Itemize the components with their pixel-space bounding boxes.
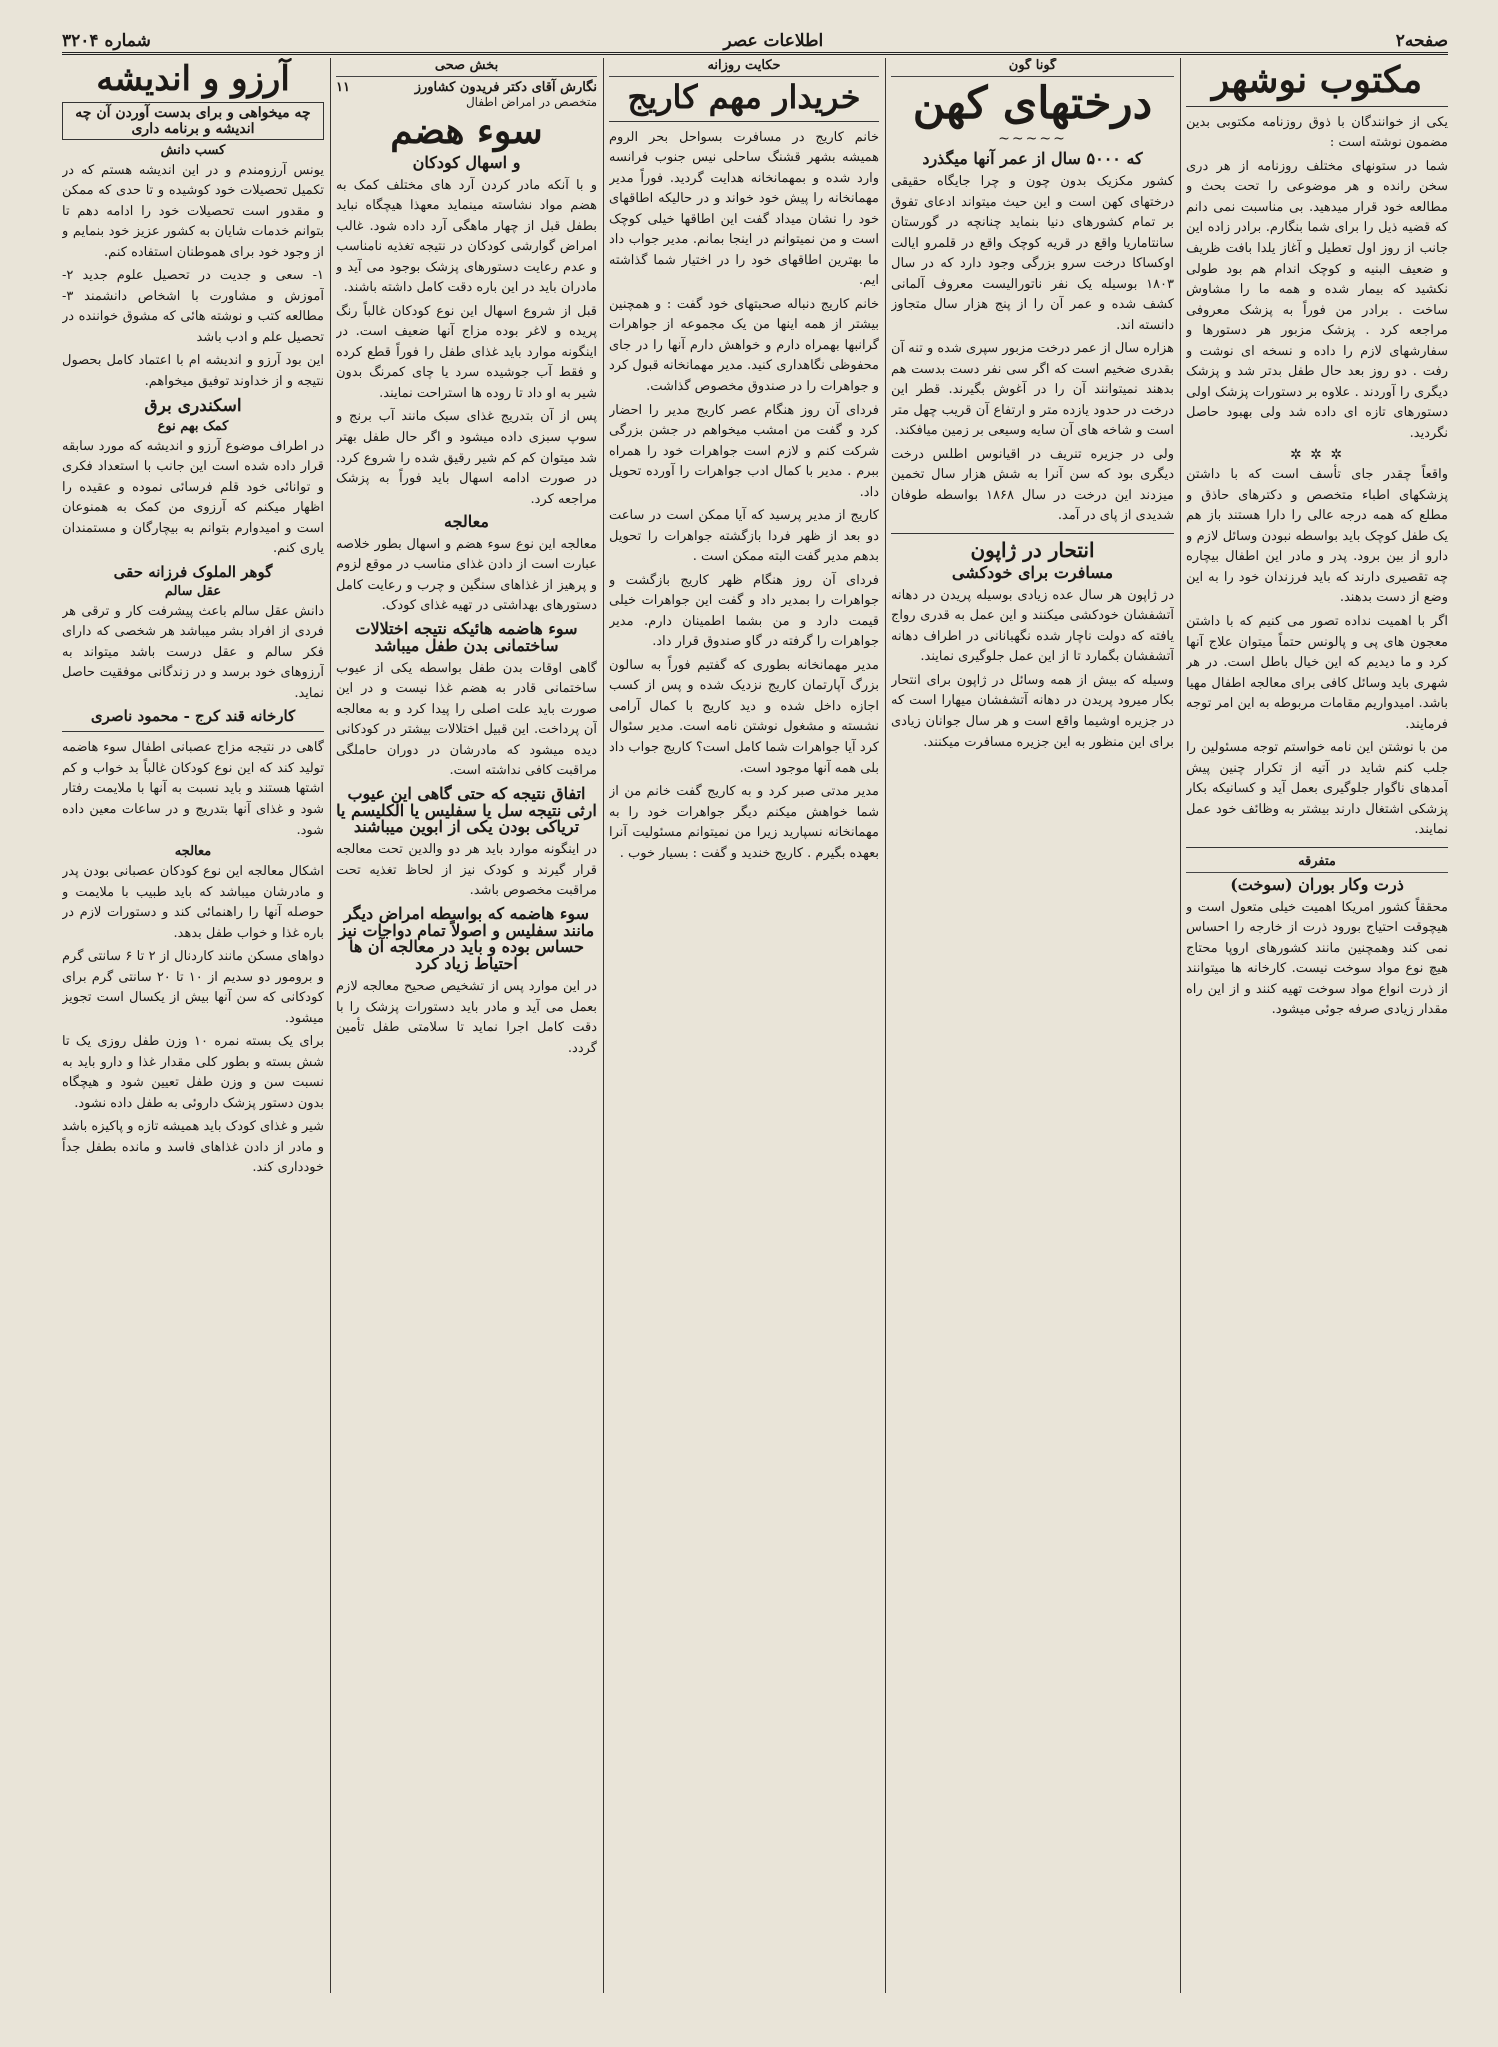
divider xyxy=(1186,106,1448,107)
article-paragraph: گاهی اوقات بدن طفل بواسطه یکی از عیوب ساختمانی قادر به هضم غذا نیست و در این صورت باید علت اصلی را پیدا کرد و به معالجه آن پرداخت. این قبیل اختلالات بیشتر در کودکانی دیده میشود که مادرشان در دوران حاملگی مراقبت کافی نداشته است. xyxy=(336,660,597,779)
article-paragraph: مدیر مدتی صبر کرد و به کاریج گفت خانم من از شما خواهش میکنم دیگر جواهرات خود را به مهمانخانه نسپارید زیرا من نمیتوانم مسئولیت آنرا بعهده بگیرم . کاریج خندید و گفت : بسیار خوب . xyxy=(609,784,879,861)
section-heading: سوء هاضمه که بواسطه امراض دیگر مانند سفلیس و اصولاً تمام دواجات نیز حساس بوده و باید در معالجه آن ها احتیاط زیاد کرد xyxy=(338,903,595,974)
article-paragraph: در این موارد پس از تشخیص صحیح معالجه لازم بعمل می آید و مادر باید دستورات پزشک را با دقت کامل اجرا نماید تا سلامتی طفل تأمین گردد. xyxy=(336,978,597,1056)
article-paragraph: خانم کاریج در مسافرت بسواحل بحر الروم همیشه بشهر قشنگ ساحلی نیس جنوب فرانسه وارد شده و بمهمانخانه هدایت گردید. فوراً مدیر مهمانخانه را پیش خود خواند و در حالیکه اطاقهای خود را نشان میداد گفت این اطاقها خیلی کوچک است و من نمیتوانم در اینجا بمانم. مدیر جواب داد ما بهترین اطاقهای خود را در اختیار شما گذاشته ایم. xyxy=(609,129,879,289)
section-heading: کسب دانش xyxy=(160,142,226,158)
section-heading: معالجه xyxy=(174,844,212,860)
column-5 xyxy=(62,58,324,1182)
article-paragraph: شیر و غذای کودک باید همیشه تازه و پاکیزه باشد و مادر از دادن غذاهای فاسد و مانده بطفل جداً خودداری کند. xyxy=(62,1119,324,1176)
article-paragraph: ولی در جزیره تنریف در اقیانوس اطلس درخت دیگری بود که سن آنرا به شش هزار سال تخمین میزدند این درخت در سال ۱۸۶۸ بواسطه طوفان شدیدی از پای در آمد. xyxy=(891,446,1174,524)
section-heading: عقل سالم xyxy=(164,583,222,599)
byline-row xyxy=(336,80,597,95)
divider xyxy=(62,731,324,732)
article-subtitle: و اسهال کودکان xyxy=(412,152,521,172)
article-paragraph: کشور مکزیک بدون چون و چرا جایگاه حقیقی درختهای کهن است و این حیث میتواند ادعای تفوق بر تمام کشورهای دنیا بنماید چنانچه در گورستان سانتاماریا واقع در قریه کوچک واقع در قلمرو ایالت اوکساکا درخت سرو بزرگی وجود دارد که در سال ۱۸۰۳ بوسیله یک نفر ناتورالیست معروف آلمانی کشف شده و عمر آن را از پنج هزار سال متجاوز دانسته اند. xyxy=(891,173,1174,333)
article-paragraph: یونس آرزومندم و در این اندیشه هستم که در تکمیل تحصیلات خود کوشیده و تا حدی که ممکن و مقدور است تحصیلات خود را ادامه دهم تا بتوانم خدمات شایان به کشور عزیز خود بنمایم و از وجود خود برای هموطنان استفاده کنم. xyxy=(62,162,324,260)
article-paragraph: شما در ستونهای مختلف روزنامه از هر دری سخن رانده و هر موضوعی را تحت بحث و مطالعه خود قرار میدهید. بی مناسبت نمی دانم که قضیه ذیل را برای شما بنگارم. برادر زاده این جانب از روز اول تعطیل و آغاز یلدا بافت ظریف و ضعیف البنیه و کوچک اندام هم بود طولی نکشید که بیمار شده و همه ما را مشاوش ساخت . برادر من فوراً به پزشک معروفی مراجعه کرد . پزشک مزبور هر دستورها و سفارشهای لازم را داده و نسخه ای نوشت و رفت . دو روز بعد حال طفل بدتر شد و پزشک دیگری را آوردند . علاوه بر دستورات پزشک اولی دستورهای تازه ای داده شد ولی بهبود حاصل نگردید. xyxy=(1186,158,1448,441)
article-paragraph: فردای آن روز هنگام عصر کاریج مدیر را احضار کرد و گفت من امشب میخواهم در جشن بزرگی شرکت کنم و لازم است جواهرات خود را همراه ببرم . مدیر با کمال ادب جواهرات را آورده تحویل داد. xyxy=(609,402,879,500)
article-paragraph: پس از آن بتدریج غذای سبک مانند آب برنج و سوپ سبزی داده میشود و اگر حال طفل بهتر شد میتوان کم کم شیر رقیق شده را شروع کرد. در صورت ادامه اسهال باید فوراً به پزشک مراجعه کرد. xyxy=(336,409,597,507)
article-paragraph: من با نوشتن این نامه خواستم توجه مسئولین را جلب کنم شاید در آتیه از تکرار چنین پیش آمدهای ناگوار جلوگیری بعمل آید و کسانیکه بکار پزشکی اشتغال دارند بیشتر به وظائف خود عمل نمایند. xyxy=(1186,740,1448,838)
column-rule xyxy=(330,58,331,1993)
article-paragraph: دانش عقل سالم باعث پیشرفت کار و ترقی هر فردی از افراد بشر میباشد هر شخصی که دارای فکر سالم و عقل درست باشد میتواند به آرزوهای خود برسد و در زندگانی موفقیت حاصل نماید. xyxy=(62,603,324,701)
ornament: ✲ ✲ ✲ xyxy=(1289,447,1345,464)
article-paragraph: قبل از شروع اسهال این نوع کودکان غالباً رنگ پریده و لاغر بوده مزاج آنها ضعیف است. در اینگونه موارد باید غذای طفل را فوراً قطع کرده و فقط آب جوشیده سرد یا چای کمرنگ بدون شیر به او داد تا روده ها استراحت نمایند. xyxy=(336,303,597,401)
article-paragraph: اشکال معالجه این نوع کودکان عصبانی بودن پدر و مادرشان میباشد که باید طبیب با ملایمت و حوصله آنها را راهنمائی کند و دستورات لازم در باره غذا و خواب طفل بدهد. xyxy=(62,864,324,941)
section-kicker: متفرقه xyxy=(1186,854,1448,873)
section-heading: اتفاق نتیجه که حتی گاهی این عیوب ارثی نتیجه سل یا سفلیس یا الکلیسم یا تریاکی بودن یکی از ابوین میباشند xyxy=(336,783,597,837)
article-subtitle: چه میخواهی و برای بدست آوردن آن چه اندیشه و برنامه داری xyxy=(62,102,324,140)
column-4 xyxy=(336,58,597,1062)
article-paragraph: اگر با اهمیت نداده تصور می کنیم که با داشتن معجون های پی و پالونس حتماً میتوان علاج آنها کرد و ما دیدیم که این خیال باطل است. در هر شهری باید وسائل کافی برای معالجه اطفال مهیا باشد. امیدواریم مقامات مربوطه به این امر توجه فرمایند. xyxy=(1186,614,1448,732)
byline-note: متخصص در امراض اطفال xyxy=(465,95,597,109)
author-name: کارخانه قند کرج - محمود ناصری xyxy=(90,707,296,726)
column-rule xyxy=(1180,58,1181,1993)
divider xyxy=(891,533,1174,534)
article-paragraph: معالجه این نوع سوء هضم و اسهال بطور خلاصه عبارت است از دادن غذای مناسب در موقع لزوم و پرهیز از غذاهای سنگین و چرب و رعایت کامل دستورهای بهداشتی در تهیه غذای کودک. xyxy=(336,536,597,614)
ornament: ~~~~~ xyxy=(998,131,1067,148)
section-heading: معالجه xyxy=(444,512,489,532)
page-number: صفحه۲ xyxy=(1395,31,1448,51)
article-paragraph: فردای آن روز هنگام ظهر کاریج بازگشت و جواهرات را بمدیر داد و گفت این جواهرات خیلی قیمت دارد و من بشما اطمینان دارم. مدیر جواهرات را گرفته در گاو صندوق قرار داد. xyxy=(609,572,879,650)
section-kicker: حکایت روزانه xyxy=(609,58,879,77)
byline: نگارش آقای دکتر فریدون کشاورز xyxy=(414,80,597,95)
column-rule xyxy=(603,58,604,1993)
part-number: ۱۱ xyxy=(336,80,350,95)
article-paragraph: کاریج از مدیر پرسید که آیا ممکن است در ساعت دو بعد از ظهر فردا بازگشته جواهرات را تحویل بدهم مدیر گفت البته ممکن است . xyxy=(609,508,879,565)
article-paragraph: هزاره سال از عمر درخت مزبور سپری شده و تنه آن بقدری ضخیم است که اگر سی نفر دست بدست هم بدهند نمیتوانند آن را در آغوش بگیرند. قطر این درخت در حدود یازده متر و ارتفاع آن قریب چهل متر است و شاخه های آن سایه وسیعی بر زمین میافکند. xyxy=(891,341,1174,439)
section-kicker: بخش صحی xyxy=(336,58,597,77)
column-1 xyxy=(1186,58,1448,1024)
article-paragraph: برای یک بسته نمره ۱۰ وزن طفل روزی یک تا شش بسته و بطور کلی مقدار غذا و دارو باید به نسبت سن و وزن طفل تعیین شود و هیچگاه بدون دستور پزشک داروئی به طفل داده نشود. xyxy=(62,1034,324,1111)
article-paragraph: گاهی در نتیجه مزاج عصبانی اطفال سوء هاضمه تولید کند که این نوع کودکان غالباً بد خواب و کم اشتها هستند و باید نسبت به آنها با ملایمت رفتار شود و غذای آنها بتدریج و در ساعات معین داده شود. xyxy=(62,740,324,838)
article-paragraph: وسیله که بیش از همه وسائل در ژاپون برای انتحار بکار میرود پریدن در دهانه آتشفشان میهارا است که در جزیره اوشیما واقع است و هر سال جوانان زیادی برای این منظور به این جزیره مسافرت میکنند. xyxy=(891,672,1174,750)
column-3 xyxy=(609,58,879,867)
divider xyxy=(1186,847,1448,848)
article-paragraph: این بود آرزو و اندیشه ام با اعتماد کامل بحصول نتیجه و از خداوند توفیق میخواهم. xyxy=(62,353,324,389)
article-title: سوء هضم xyxy=(390,110,543,152)
article-paragraph: در اطراف موضوع آرزو و اندیشه که مورد سابقه قرار داده شده است این جانب با استعداد فکری و توانائی خود قلم فرسائی نموده و عقیده را اظهار میکنم که آرزوی من کمک به همنوعان است و امیدوارم بتوانم به بیچارگان و مستمندان یاری کنم. xyxy=(62,438,324,557)
article-paragraph: دواهای مسکن مانند کاردنال از ۲ تا ۶ سانتی گرم و برومور دو سدیم از ۱۰ تا ۲۰ سانتی گرم برای کودکانی که سن آنها بیش از یکسال است تجویز میشود. xyxy=(62,949,324,1026)
article-title: مکتوب نوشهر xyxy=(1211,59,1423,101)
article-paragraph: خانم کاریج دنباله صحبتهای خود گفت : و همچنین بیشتر از همه اینها من یک مجموعه از جواهرات گرانبها بهمراه دارم و خواهش دارم آنها را در جای محفوظی نگاهداری کنید. مدیر مهمانخانه قبول کرد و جواهرات را در صندوق مخصوص گذاشت. xyxy=(609,296,879,394)
article-title: انتحار در ژاپون xyxy=(970,538,1095,563)
article-paragraph: و با آنکه مادر کردن آرد های مختلف کمک به هضم مواد نشاسته مینماید معهذا هیچگاه نباید بطفل قبل از چهار ماهگی آرد داده شود. غالب امراض گوارشی کودکان در نتیجه تغذیه نامناسب و عدم رعایت دستورهای پزشک بوجود می آید و مادران باید در این باره دقت کامل داشته باشند. xyxy=(336,177,597,296)
article-paragraph: محققاً کشور امریکا اهمیت خیلی متعول است و هیچوقت احتیاج بورود ذرت از خارجه را احساس نمی کند وهمچنین مانند کشورهای اروپا محتاج هیچ نوع مواد سوخت نیست. کارخانه ها میتوانند از ذرت انواع مواد سوخت تهیه کنند و از این راه مقدار زیادی صرفه جوئی میشود. xyxy=(1186,899,1448,1018)
masthead xyxy=(62,30,1448,55)
divider xyxy=(609,121,879,122)
author-name: اسکندری برق xyxy=(144,395,242,416)
column-rule xyxy=(885,58,886,1993)
article-paragraph: در ژاپون هر سال عده زیادی بوسیله پریدن در دهانه آتشفشان خودکشی میکنند و این عمل به قدری رواج یافته که دولت ناچار شده نگهبانانی در اطراف دهانه آتشفشان بگمارد تا از این عمل جلوگیری نمایند. xyxy=(891,587,1174,665)
article-list: ۱- سعی و جدیت در تحصیل علوم جدید ۲- آموزش و مشاورت با اشخاص دانشمند ۳- مطالعه کتب و نوشته هائی که مشوق خواننده در تحصیل علم و ادب باشد xyxy=(62,268,324,345)
article-intro: یکی از خوانندگان با ذوق روزنامه مکتوبی بدین مضمون نوشته است : xyxy=(1186,114,1448,151)
section-kicker: گونا گون xyxy=(891,58,1174,77)
article-paragraph: واقعاً چقدر جای تأسف است که با داشتن پزشکهای اطباء متخصص و دکترهای حاذق و مطلع که همه درجه عالی را دارا هستند باز هم یک طفل کوچک باید بواسطه نبودن وسائل لازم و دارو از بین برود. پدر و مادر این اطفال بیچاره چه تقصیری دارند که باید فرزندان خود را به این وضع از دست بدهند. xyxy=(1186,467,1448,606)
article-subtitle: که ۵۰۰۰ سال از عمر آنها میگذرد xyxy=(922,149,1143,169)
article-paragraph: در اینگونه موارد باید هر دو والدین تحت معالجه قرار گیرند و کودک نیز از لحاظ تغذیه تحت مراقبت مخصوص باشد. xyxy=(336,842,597,899)
paper-name: اطلاعات عصر xyxy=(723,31,824,51)
article-subtitle: مسافرت برای خودکشی xyxy=(951,563,1114,583)
issue-number: شماره ۳۲۰۴ xyxy=(62,31,151,51)
article-paragraph: مدیر مهمانخانه بطوری که گفتیم فوراً به سالون بزرگ آپارتمان کاریج نزدیک شده و پس از کسب اجازه داخل شده و دید کاریج با کمال آرامی نشسته و مشغول نوشتن نامه است. مدیر سئوال کرد آیا جواهرات شما کامل است؟ کاریج جواب داد بلی همه آنها موجود است. xyxy=(609,657,879,776)
article-title: ذرت وکار بوران (سوخت) xyxy=(1230,874,1404,894)
author-name: گوهر الملوک فرزانه حقی xyxy=(113,562,273,581)
article-title: خریدار مهم کاریج xyxy=(627,78,861,116)
article-title: درختهای کهن xyxy=(912,78,1153,129)
section-heading: سوء هاضمه هائیکه نتیجه اختلالات ساختمانی بدن طفل میباشد xyxy=(355,619,578,655)
column-2 xyxy=(891,58,1174,756)
section-heading: کمک بهم نوع xyxy=(157,418,229,434)
article-title: آرزو و اندیشه xyxy=(96,59,290,99)
